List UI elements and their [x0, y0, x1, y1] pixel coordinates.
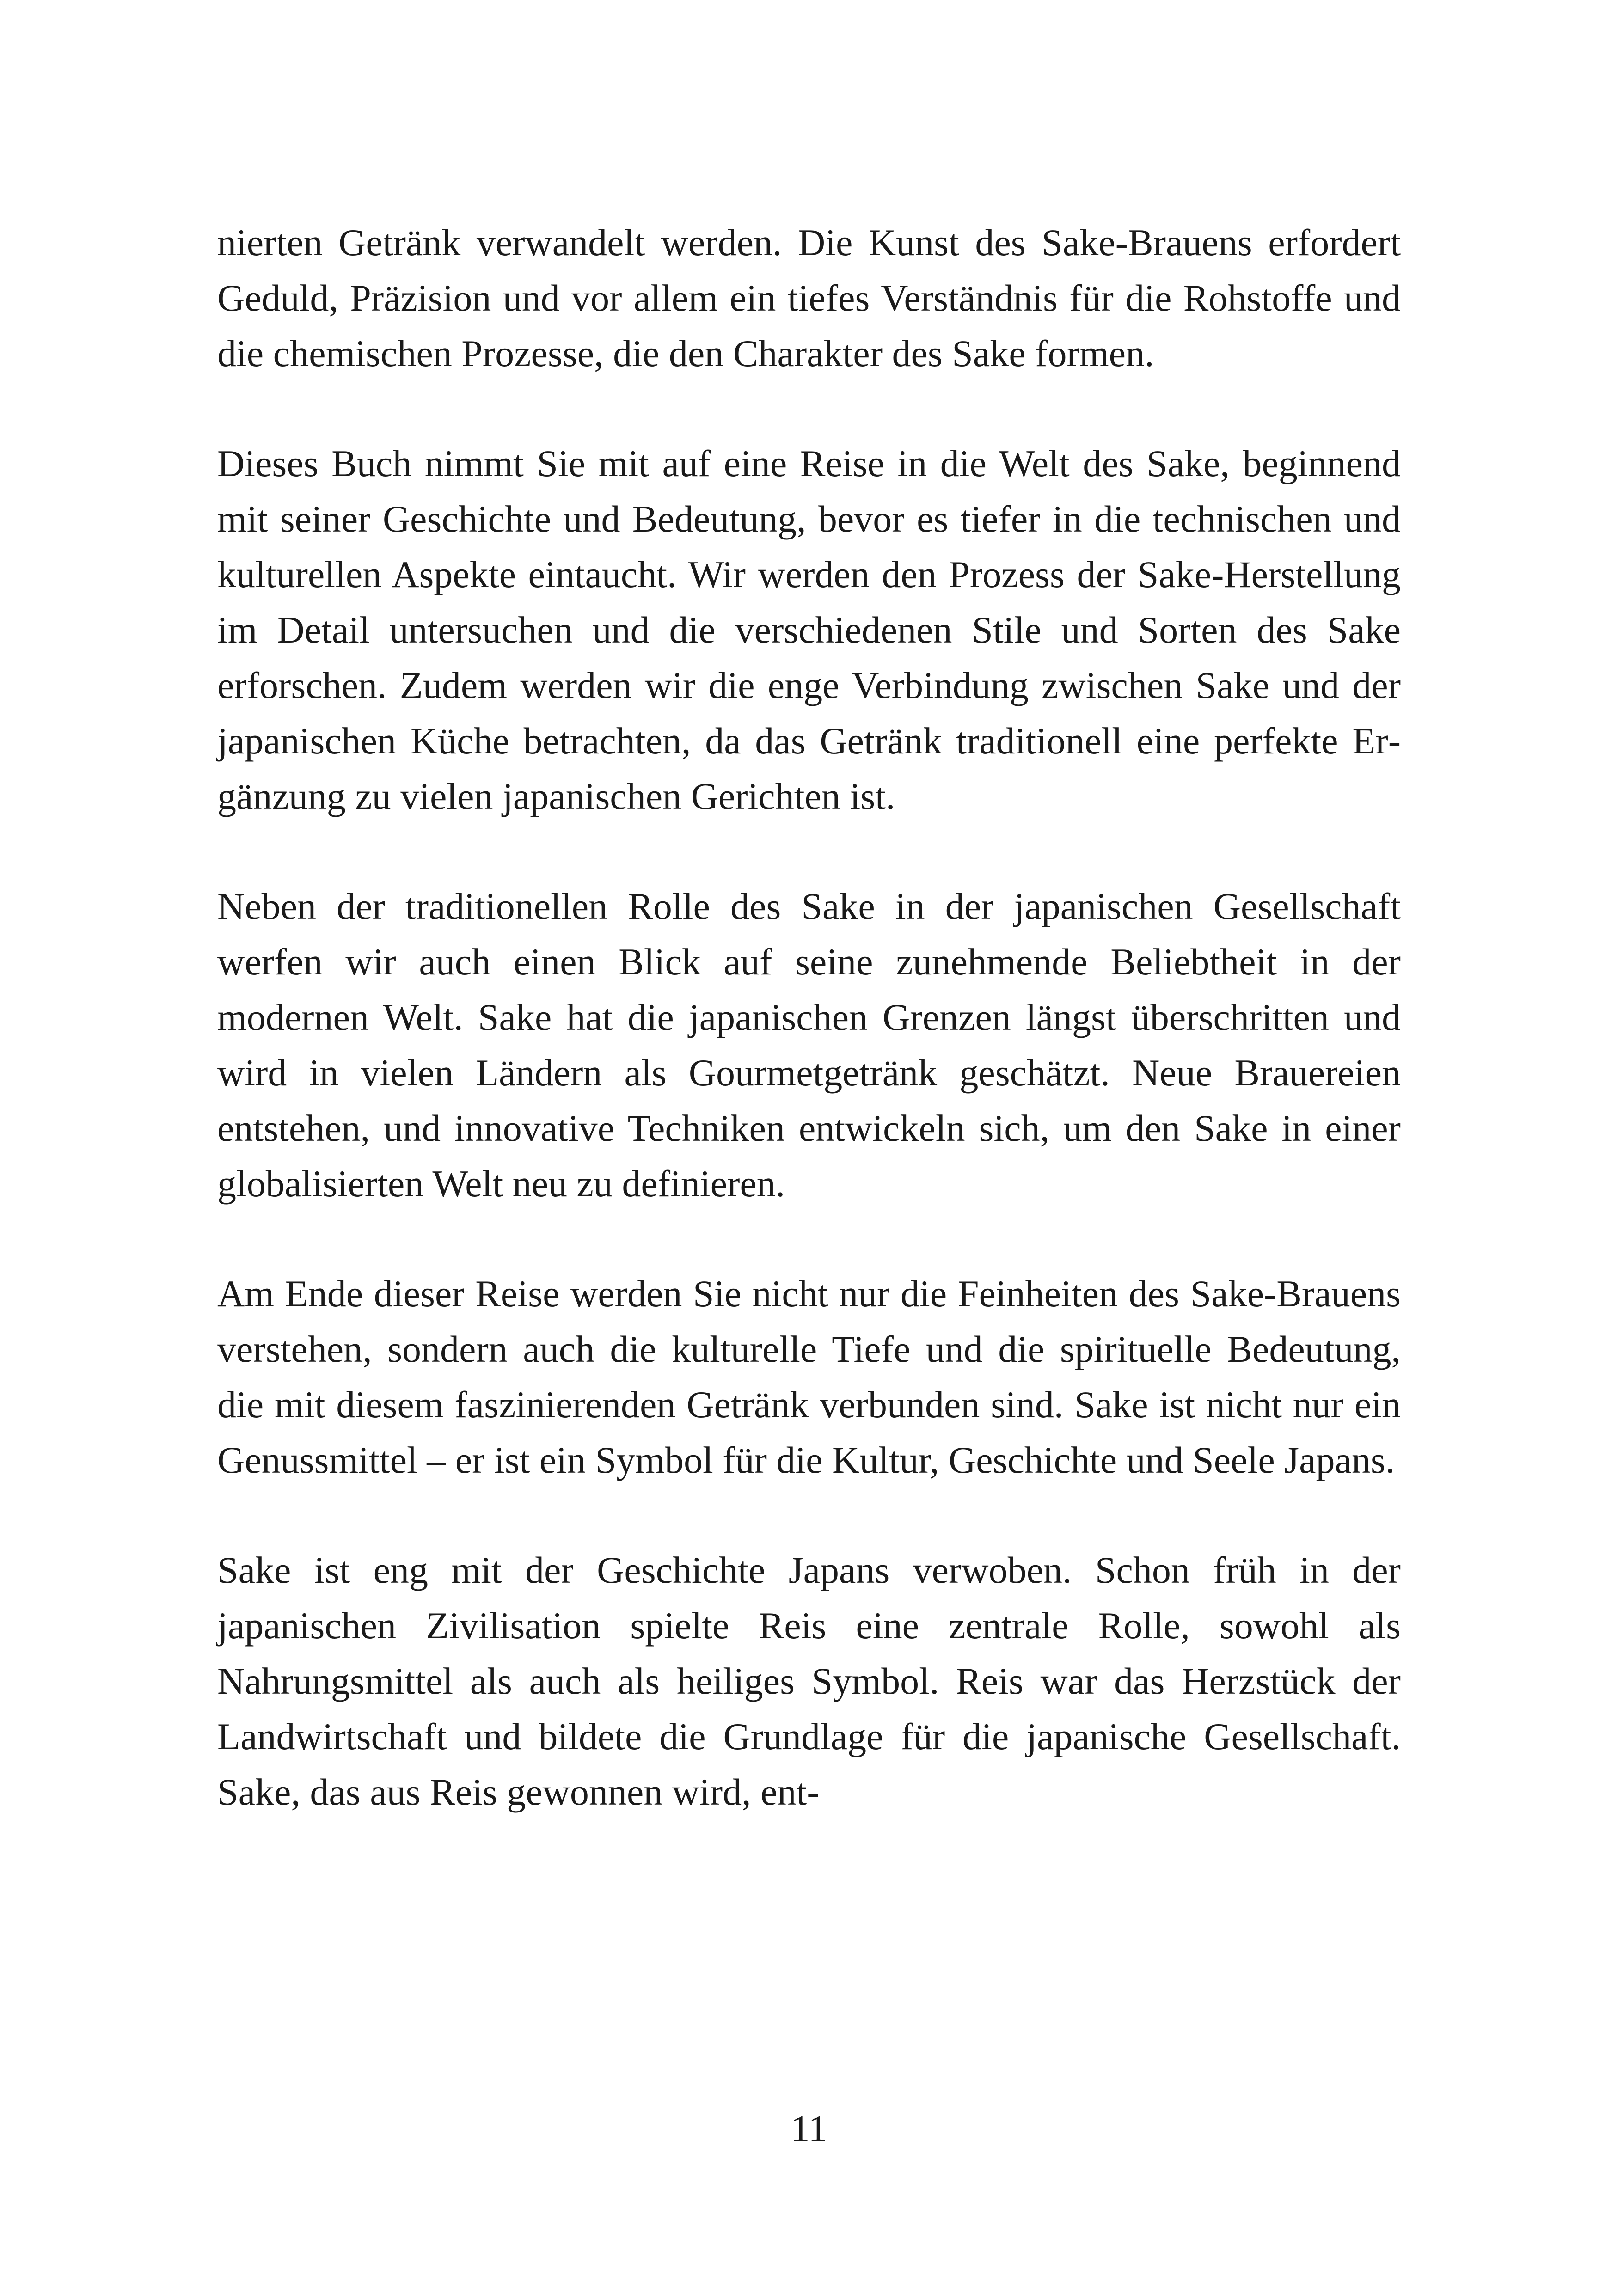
- paragraph: Dieses Buch nimmt Sie mit auf eine Reise in die Welt des Sake, beginnend mit seiner Geschichte und Bedeutung, bevor es tiefer in die technischen und kulturellen Aspekte eintaucht. Wir werden den Prozess der Sake-Herstellung im Detail untersuchen und die verschiedenen Stile und Sorten des Sake erforschen. Zudem werden wir die enge Verbindung zwischen Sake und der japanischen Küche betrachten, da das Getränk traditionell eine perfekte Ergänzung zu vielen japanischen Gerichten ist.: [217, 442, 1401, 817]
- page-number: 11: [791, 2107, 827, 2149]
- paragraph: nierten Getränk verwandelt werden. Die Kunst des Sake-Brauens erfordert Geduld, Präzision und vor allem ein tiefes Verständnis für die Rohstoffe und die chemischen Prozesse, die den Charakter des Sake formen.: [217, 221, 1401, 374]
- paragraph: Sake ist eng mit der Geschichte Japans verwoben. Schon früh in der japanischen Zivilisation spielte Reis eine zentrale Rolle, sowohl als Nahrungsmittel als auch als heiliges Symbol. Reis war das Herzstück der Landwirtschaft und bildete die Grundlage für die japanische Gesellschaft. Sake, das aus Reis gewonnen wird, ent-: [217, 1549, 1401, 1813]
- body-text: [217, 215, 1401, 1820]
- paragraph: Neben der traditionellen Rolle des Sake in der japanischen Gesellschaft werfen wir auch einen Blick auf seine zunehmende Beliebtheit in der modernen Welt. Sake hat die japanischen Grenzen längst überschritten und wird in vielen Ländern als Gourmetgetränk geschätzt. Neue Brauereien entstehen, und innovative Techniken entwickeln sich, um den Sake in einer globalisierten Welt neu zu definieren.: [217, 885, 1401, 1205]
- paragraph: Am Ende dieser Reise werden Sie nicht nur die Feinheiten des Sake-Brauens verstehen, sondern auch die kulturelle Tiefe und die spirituelle Bedeutung, die mit diesem faszinierenden Getränk verbunden sind. Sake ist nicht nur ein Genussmittel – er ist ein Symbol für die Kultur, Geschichte und Seele Japans.: [217, 1273, 1401, 1481]
